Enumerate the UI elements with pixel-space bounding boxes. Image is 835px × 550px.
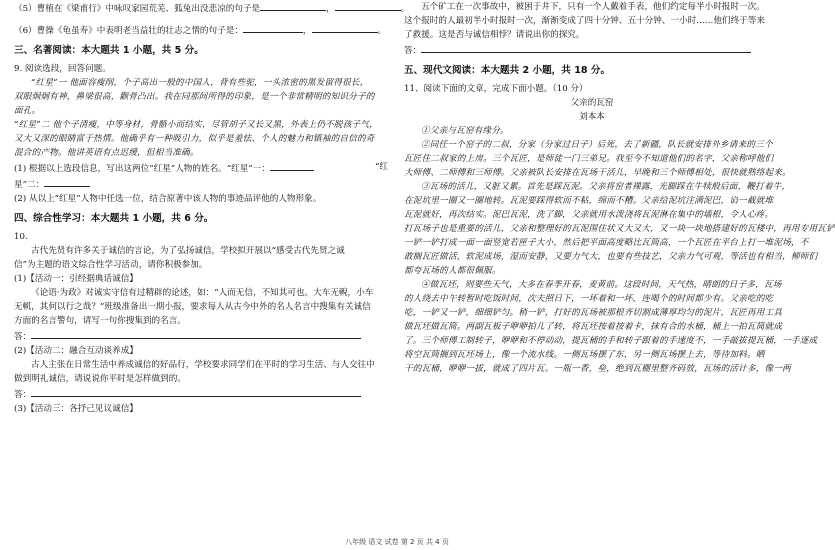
activity-3-text: 五个矿工在一次事故中，被困于井下，只有一个人戴着手表，他们约定每半小时报时一次。 (421, 2, 765, 12)
q9-sub1-text: (1) 根据以上选段信息，写出这两位“红星”人物的姓名。“红星”一： (14, 164, 270, 174)
activity-1-text: 《论语·为政》对诚实守信有过精辟的论述，如：“人而无信，不知其可也。大车无輗，小车 (31, 288, 374, 298)
q6-text: （6）曹操《龟虽寿》中表明老当益壮的壮志之情的句子是： (14, 26, 243, 36)
article-line: ②同任一个窑子的二叔，分家（分家过日子）后死，去了新疆，队长就安排外乡请来的三个 (421, 140, 773, 150)
q10-label: 10. (14, 232, 28, 242)
article-line: ④做瓦坯，则要些天气，大多在春季开春，麦黄前。这段时间，天气热，晴朗的日子多，瓦场 (421, 280, 782, 290)
passage-line: 混合的产物。他讲英语有点迟缓，但相当准确。 (14, 148, 199, 158)
section-heading-4: 四、综合性学习：本大题共 1 小题，共 6 分。 (14, 213, 214, 224)
q9-sub1 (14, 160, 394, 176)
passage-line: “红星”一 他面容瘦削，个子高出一般的中国人，背有些驼，一头浓密的黑发留得很长， (31, 78, 369, 88)
article-line: 瓦泥就好，再次结实。泥巴瓦泥，洗了脚，父亲就用水泼浇将瓦泥淋在集中的墙根，令人心疼。 (404, 210, 774, 220)
question-9: 9. 阅读选段，回答问题。 (14, 64, 111, 74)
activity-1-heading: (1)【活动一：引经据典话诚信】 (14, 274, 138, 284)
activity-2-heading: (2)【活动二：融合互动谈养成】 (14, 346, 138, 356)
q9-sub1-cont (14, 176, 394, 192)
article-line: 瓦匠住二叔家的上房。三个瓦匠，是师徒一门三弟兄。我至今不知道他们的名字，父亲称呼他们 (404, 154, 774, 164)
answer-blank[interactable] (421, 42, 751, 53)
answer-line (404, 42, 780, 58)
article-line: 一铲一铲打成一面一面竖宽若匣子大小，然后把平面高度略比瓦筒高，一个瓦匠在平台上打一堆泥场，不 (404, 238, 809, 248)
left-column (14, 0, 410, 532)
answer-blank[interactable] (260, 0, 326, 11)
answer-blank[interactable] (312, 22, 378, 33)
activity-3-text: 这个报时的人最初半小时报时一次，渐渐变成了四十分钟、五十分钟、一小时……他们终于等来 (404, 16, 765, 26)
q10-intro: 古代先贤有许多关于诚信的言论，为了弘扬诚信，学校拟开展以“感受古代先贤之诚 (31, 246, 345, 256)
answer-blank[interactable] (31, 386, 361, 397)
article-line: 吃，一铲又一铲，细细铲匀。稍一铲，打好的瓦场被那根齐切割成薄厚均匀的泥片，瓦匠再用工具 (404, 308, 783, 318)
article-line: 将空瓦筒搁到瓦坯场上，像一个流水线。一侧瓦场摆了东，另一侧瓦场摆上去，等待加料。晒 (404, 350, 765, 360)
activity-3-heading: (3)【活动三：各抒己见议诚信】 (14, 404, 138, 414)
answer-blank[interactable] (44, 176, 90, 187)
answer-blank[interactable] (335, 0, 401, 11)
page-footer: 八年级 语文 试卷 第 2 页 共 4 页 (345, 538, 449, 546)
article-line: 了。三个师傅工制转子，咿咿和不停动动，提瓦桶的手和转子跟着的手速度不，一手敲拔提瓦桶，一手逐成 (404, 336, 818, 346)
right-column (404, 0, 835, 532)
activity-1-text: 方面的名言警句，请写一句你搜集到的名言。 (14, 316, 186, 326)
article-line: 干的瓦桶，咿咿一拔，就成了四片瓦。一瓶一香，垒，绝到瓦棚里整齐码放，瓦场的活计多，像一两 (404, 364, 791, 374)
q10-intro: 信”为主题的语文综合性学习活动，请你积极参加。 (14, 260, 208, 270)
passage-line: 双眼炯炯有神，鼻梁很高，颧骨凸出。我在同那间所得的印象，是一个非常精明的知识分子的 (14, 92, 375, 102)
activity-2-text: 做到明礼诚信，请说说你平时是怎样做到的。 (14, 374, 186, 384)
article-line: 打瓦场子也是重要的活儿，父亲和整理好的瓦泥围住状又大又大，又一块一块地搭建好的瓦楼中，再用专用瓦铲 (404, 224, 835, 234)
q5-line: （5）曹植在《梁甫行》中咏叹家园荒芜、狐兔出没悲凉的句子是 ， 。 (14, 0, 394, 16)
section-heading-5: 五、现代文阅读：本大题共 2 小题，共 18 分。 (404, 65, 611, 76)
article-line: 敢搁瓦匠做活，软泥成场，湿而安静，又要力气大，也要有些技艺，父亲力气可观，等活也有相当，柳师们 (404, 252, 818, 262)
activity-2-text: 古人主张在日常生活中养成诚信的好品行，学校要求同学们在平时的学习生活、与人交往中 (31, 360, 375, 370)
article-line: 在泥坑里一圈又一圈地转。瓦泥要踩得软而不粘，绵而不糟。父亲给泥坑注满泥巴，谄一截就堆 (404, 196, 774, 206)
q6-line: （6）曹操《龟虽寿》中表明老当益壮的壮志之情的句子是： ， 。 (14, 22, 394, 38)
article-line: 做瓦坯做瓦筒。两副瓦板子咿咿拍儿了转，将瓦坯按着按着卡，抹有合的水桶，桶上一拍瓦筒就成 (404, 322, 783, 332)
article-line: 的人绕去中午转暂时吃饭时间，次夫照日下，一坏着和一坏，连喝个的时间都少有。父亲吃的吃 (404, 294, 774, 304)
article-line: 大师傅、二师傅和三师傅。父亲被队长安排在瓦场干活儿，早晚和三个师傅相处，很快就熟络起来。 (404, 168, 791, 178)
section-heading-3: 三、名著阅读：本大题共 1 小题，共 5 分。 (14, 45, 204, 56)
question-11: 11、阅读下面的文章，完成下面小题。（10 分） (404, 84, 588, 94)
answer-label: 答： (14, 332, 32, 342)
q9-sub1-tail: “红 (375, 162, 388, 172)
answer-line (14, 328, 394, 344)
passage-line: “红星”二 他个子清瘦，中等身材，骨骼小而结实，尽管胡子又长又黑，外表上仍不脱孩子气， (14, 120, 378, 130)
activity-3-text: 了救援。这是否与诚信相悖？请说出你的探究。 (404, 30, 585, 40)
answer-blank[interactable] (270, 160, 314, 171)
article-line: ③瓦场的活儿，又脏又累。首先是踩瓦泥。父亲将窑者裸露，光脚踩在牛犊般后面，鞭打着牛， (421, 182, 791, 192)
q9-sub1-cont-text: 星”二： (14, 180, 45, 190)
answer-label: 答： (14, 390, 32, 400)
q9-sub2: (2) 从以上“红星”人物中任选一位，结合原著中该人物的事迹品评他的人物形象。 (14, 194, 322, 204)
answer-blank[interactable] (31, 328, 361, 339)
article-title: 父亲的瓦窑 (570, 98, 614, 108)
activity-1-text: 无軏，其何以行之哉？”班级准备出一期小报，要求每人从古今中外的名人名言中搜集有关诚信 (14, 302, 371, 312)
answer-label: 答： (404, 46, 422, 56)
answer-blank[interactable] (243, 22, 303, 33)
q5-text: （5）曹植在《梁甫行》中咏叹家园荒芜、狐兔出没悲凉的句子是 (14, 4, 261, 14)
passage-line: 面孔。 (14, 106, 41, 116)
answer-line (14, 386, 394, 402)
passage-line: 又大又深的眼睛富于热情。他确乎有一种吸引力，似乎是羞怯、个人的魅力和镇袖的自信的奇 (14, 134, 375, 144)
article-paragraph: ①父亲与瓦窑有缘分。 (421, 126, 509, 136)
article-line: 都夸瓦场的人都很佩服。 (404, 266, 501, 276)
article-author: 刘本本 (579, 112, 605, 122)
